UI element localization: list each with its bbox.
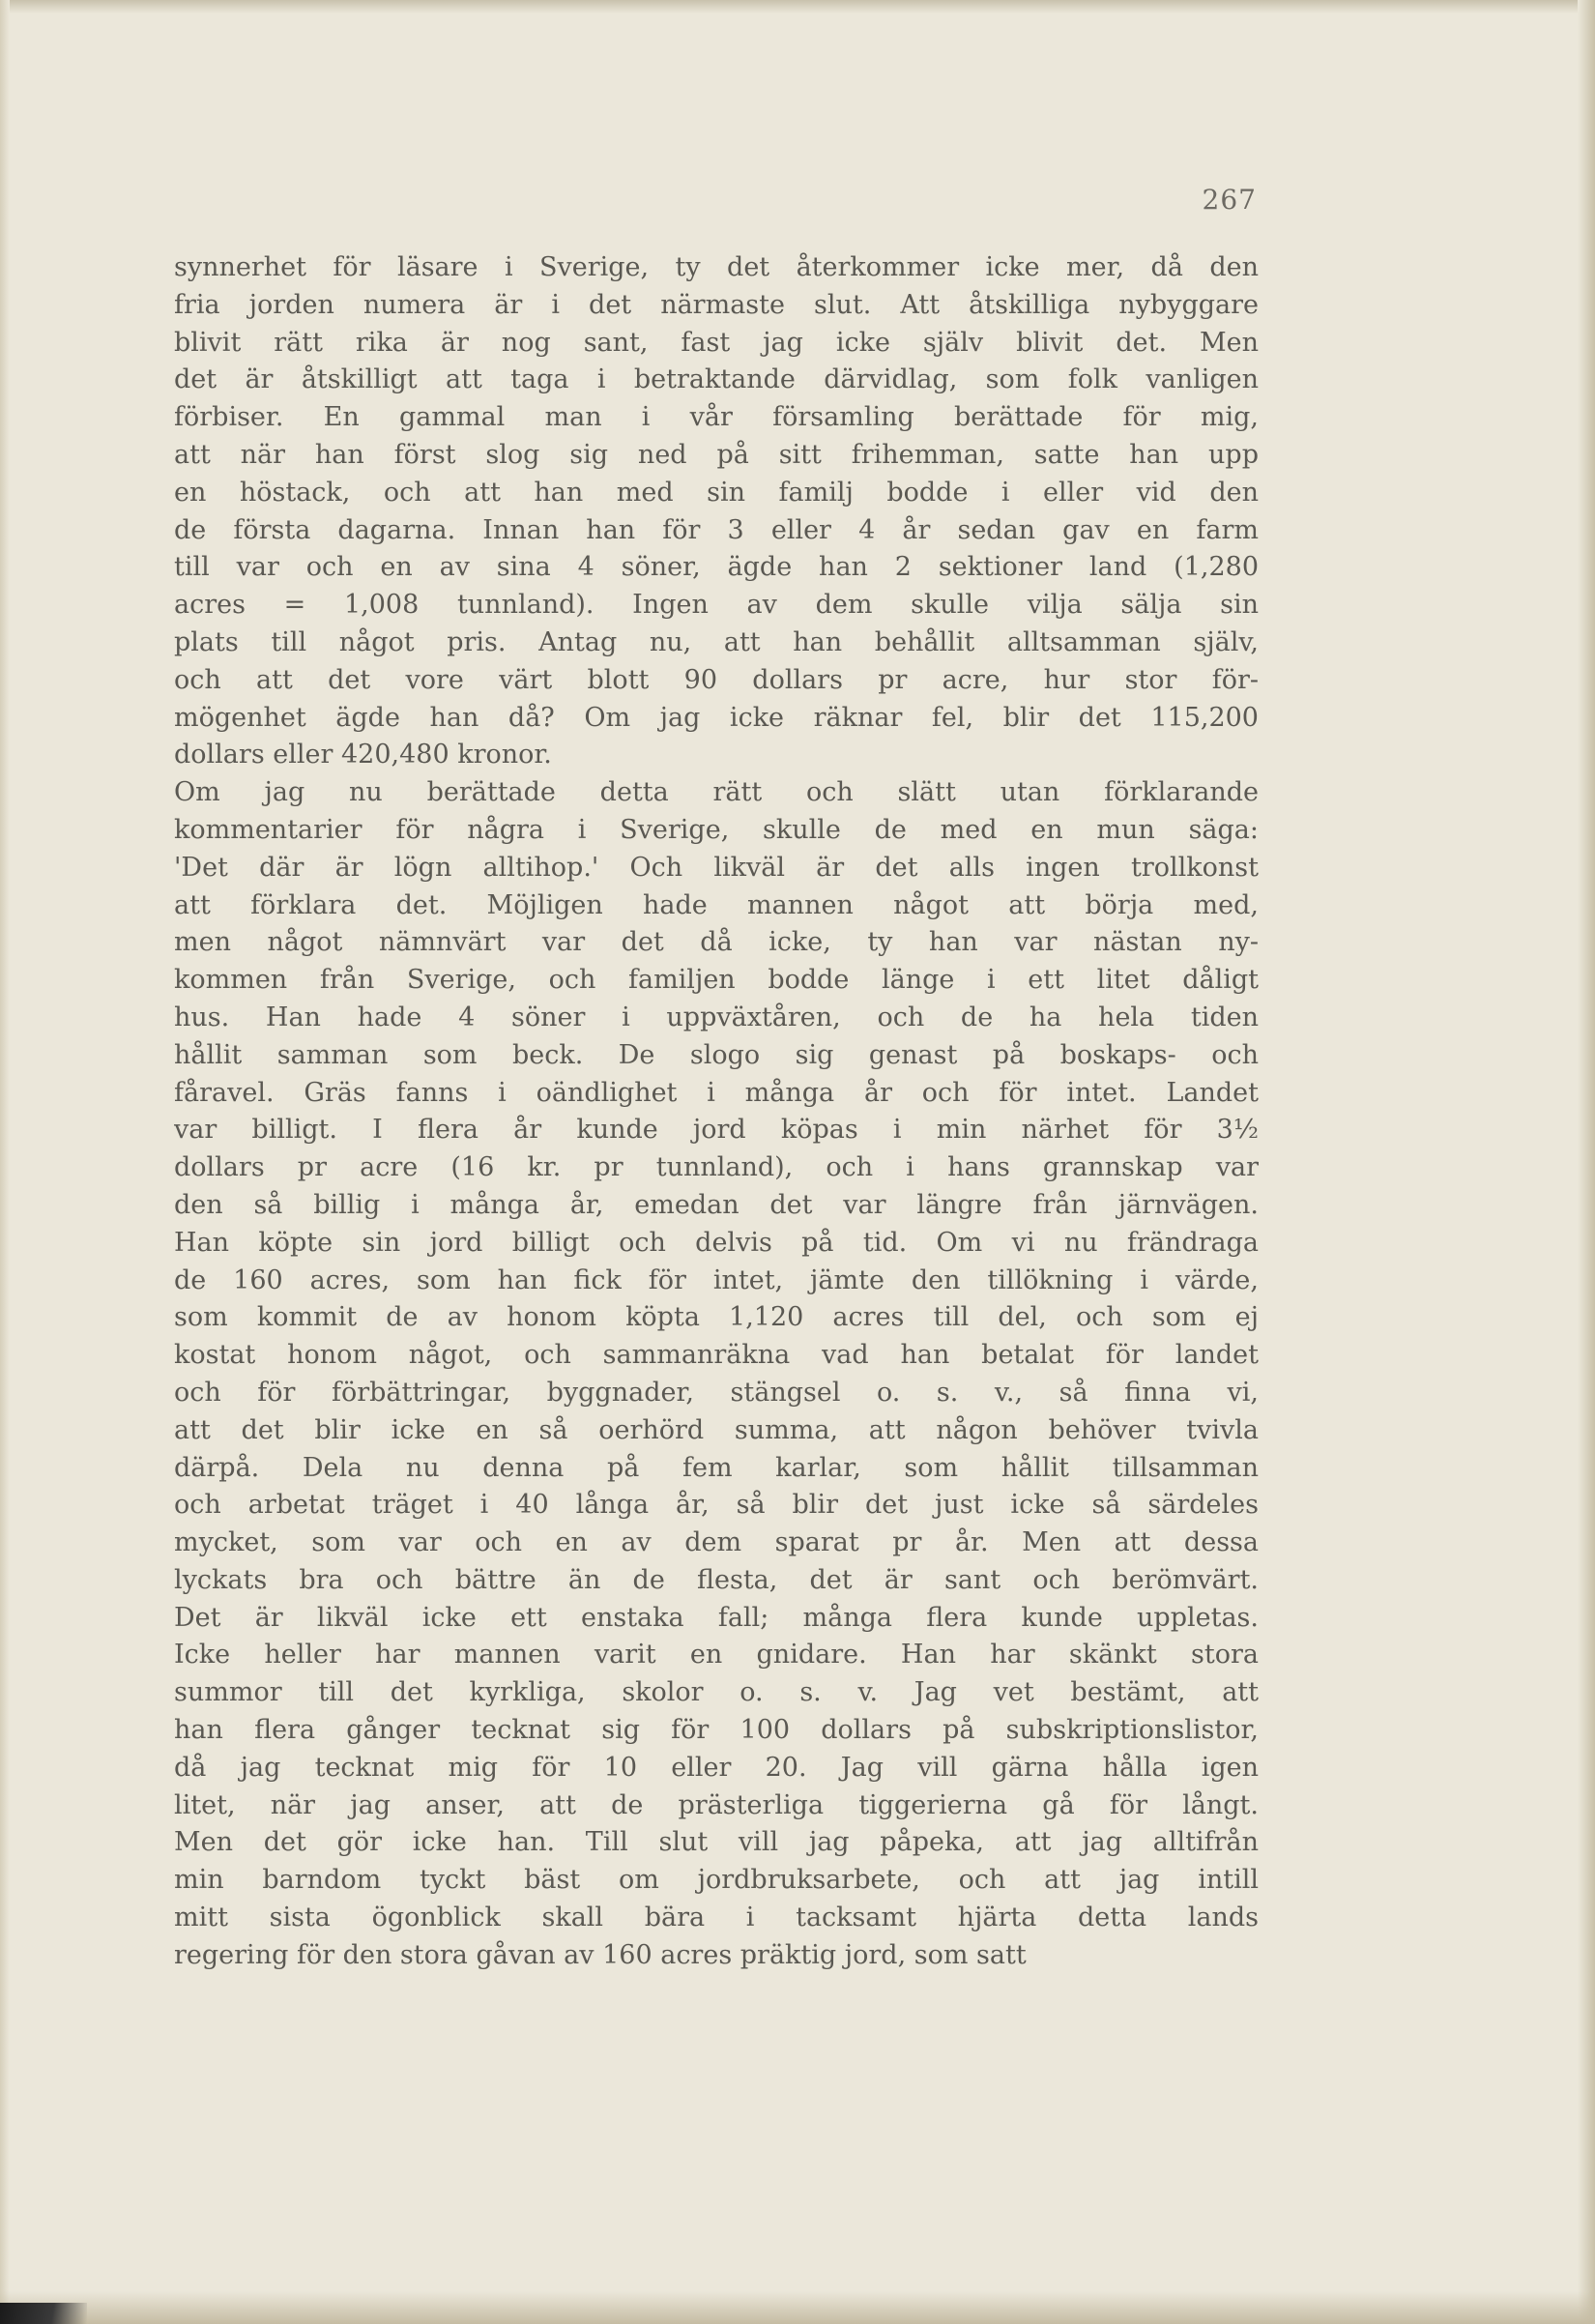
page-number: 267: [1202, 184, 1257, 216]
text-line: men något nämnvärt var det då icke, ty han var nästan ny-: [174, 927, 1259, 958]
text-line: kostat honom något, och sammanräkna vad han betalat för landet: [174, 1340, 1259, 1371]
text-line: mögenhet ägde han då? Om jag icke räknar fel, blir det 115,200: [174, 702, 1259, 733]
text-line: blivit rätt rika är nog sant, fast jag icke själv blivit det. Men: [174, 327, 1259, 358]
text-line: och arbetat träget i 40 långa år, så blir det just icke så särdeles: [174, 1490, 1259, 1521]
body-text: [174, 249, 1259, 1975]
text-line: lyckats bra och bättre än de flesta, det är sant och berömvärt.: [174, 1564, 1259, 1595]
text-line: som kommit de av honom köpta 1,120 acres till del, och som ej: [174, 1302, 1259, 1333]
text-line: förbiser. En gammal man i vår församling berättade för mig,: [174, 402, 1259, 433]
text-line: då jag tecknat mig för 10 eller 20. Jag vill gärna hålla igen: [174, 1752, 1259, 1783]
text-line: fria jorden numera är i det närmaste slut. Att åtskilliga nybyggare: [174, 289, 1259, 320]
text-line: och att det vore värt blott 90 dollars pr acre, hur stor för-: [174, 664, 1259, 695]
text-line: Han köpte sin jord billigt och delvis på tid. Om vi nu frändraga: [174, 1227, 1259, 1258]
text-line: dollars eller 420,480 kronor.: [174, 740, 552, 770]
text-line: var billigt. I flera år kunde jord köpas i min närhet för 3½: [174, 1115, 1259, 1146]
text-line: regering för den stora gåvan av 160 acres präktig jord, som satt: [174, 1939, 1027, 1970]
text-line: till var och en av sina 4 söner, ägde han 2 sektioner land (1,280: [174, 552, 1259, 583]
text-line: summor till det kyrkliga, skolor o. s. v. Jag vet bestämt, att: [174, 1677, 1259, 1708]
text-line: Om jag nu berättade detta rätt och slätt utan förklarande: [174, 777, 1259, 808]
text-line: en höstack, och att han med sin familj bodde i eller vid den: [174, 477, 1259, 508]
page-right-edge: [1578, 0, 1595, 2324]
text-line: dollars pr acre (16 kr. pr tunnland), och i hans grannskap var: [174, 1152, 1259, 1183]
text-line: den så billig i många år, emedan det var längre från järnvägen.: [174, 1189, 1259, 1220]
text-line: min barndom tyckt bäst om jordbruksarbete, och att jag intill: [174, 1865, 1259, 1896]
text-line: Icke heller har mannen varit en gnidare. Han har skänkt stora: [174, 1640, 1259, 1670]
text-line: litet, när jag anser, att de prästerliga tiggerierna gå för långt.: [174, 1789, 1259, 1820]
text-line: de första dagarna. Innan han för 3 eller 4 år sedan gav en farm: [174, 514, 1259, 545]
text-line: hållit samman som beck. De slogo sig genast på boskaps- och: [174, 1039, 1259, 1070]
text-line: Men det gör icke han. Till slut vill jag påpeka, att jag alltifrån: [174, 1827, 1259, 1858]
text-line: fåravel. Gräs fanns i oändlighet i många år och för intet. Landet: [174, 1077, 1259, 1108]
text-line: att det blir icke en så oerhörd summa, att någon behöver tvivla: [174, 1414, 1259, 1445]
text-line: därpå. Dela nu denna på fem karlar, som hållit tillsamman: [174, 1452, 1259, 1483]
text-line: de 160 acres, som han fick för intet, jämte den tillökning i värde,: [174, 1264, 1259, 1295]
page-top-edge: [0, 0, 1595, 14]
text-line: han flera gånger tecknat sig för 100 dollars på subskriptionslistor,: [174, 1715, 1259, 1746]
text-line: 'Det där är lögn alltihop.' Och likväl är det alls ingen trollkonst: [174, 852, 1259, 883]
page-left-edge: [0, 0, 10, 2324]
text-line: att förklara det. Möjligen hade mannen något att börja med,: [174, 889, 1259, 920]
text-line: att när han först slog sig ned på sitt frihemman, satte han upp: [174, 439, 1259, 470]
text-line: synnerhet för läsare i Sverige, ty det återkommer icke mer, då den: [174, 252, 1259, 282]
text-line: acres = 1,008 tunnland). Ingen av dem skulle vilja sälja sin: [174, 590, 1259, 621]
text-line: det är åtskilligt att taga i betraktande därvidlag, som folk vanligen: [174, 364, 1259, 395]
text-line: och för förbättringar, byggnader, stängsel o. s. v., så finna vi,: [174, 1377, 1259, 1408]
text-line: mitt sista ögonblick skall bära i tacksamt hjärta detta lands: [174, 1903, 1259, 1933]
text-line: plats till något pris. Antag nu, att han behållit alltsamman själv,: [174, 626, 1259, 657]
text-line: kommen från Sverige, och familjen bodde länge i ett litet dåligt: [174, 965, 1259, 996]
text-line: mycket, som var och en av dem sparat pr år. Men att dessa: [174, 1527, 1259, 1558]
text-line: hus. Han hade 4 söner i uppväxtåren, och de ha hela tiden: [174, 1002, 1259, 1032]
text-line: kommentarier för några i Sverige, skulle de med en mun säga:: [174, 814, 1259, 845]
page-bottom-shadow: [0, 2291, 1595, 2324]
scan-corner-mark: [0, 2303, 87, 2324]
text-line: Det är likväl icke ett enstaka fall; många flera kunde uppletas.: [174, 1602, 1259, 1633]
